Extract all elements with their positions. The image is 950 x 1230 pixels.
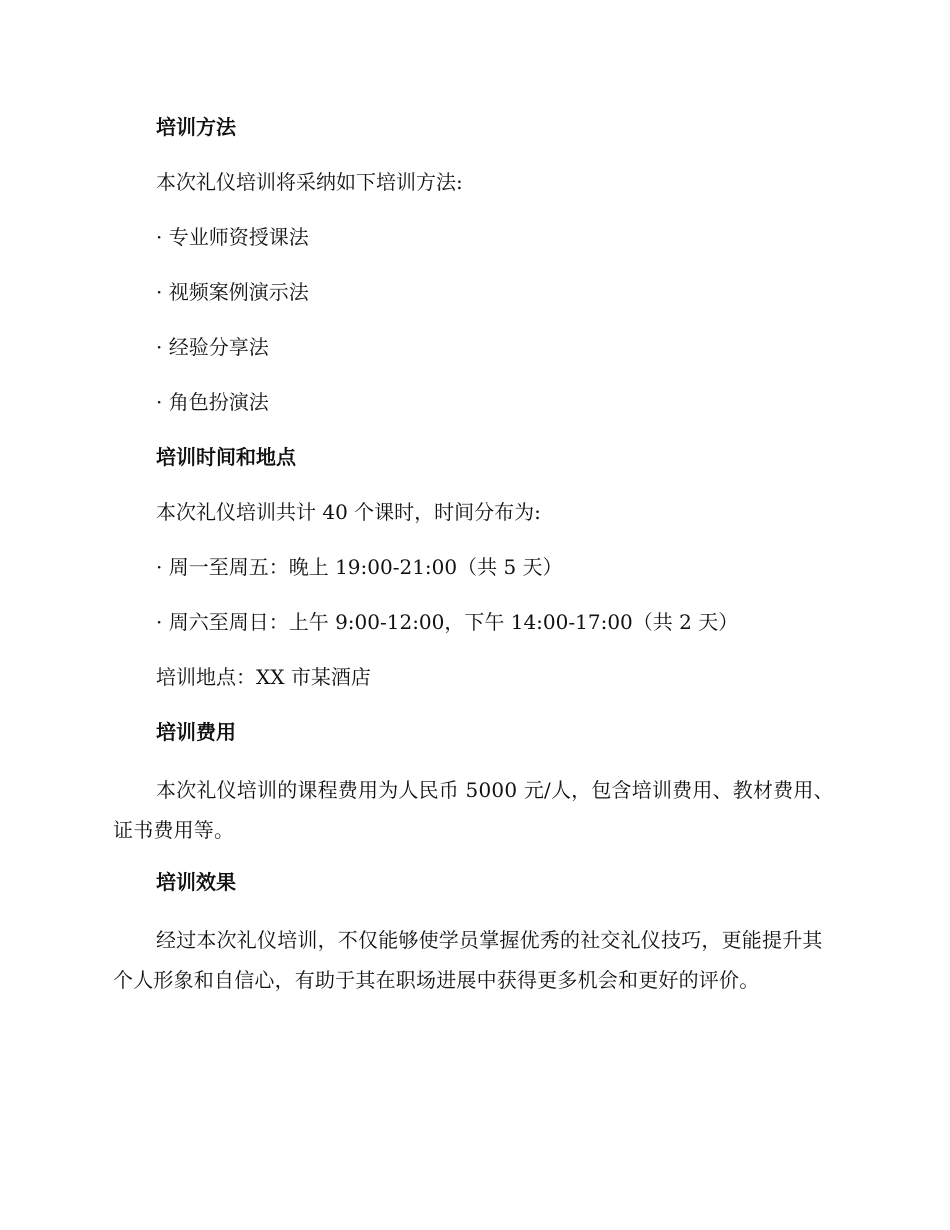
section-heading-schedule: 培训时间和地点 [156, 445, 296, 469]
cost-paragraph: 本次礼仪培训的课程费用为人民币 5000 元/人，包含培训费用、教材费用、证书费用等。 [113, 778, 834, 842]
section-heading-effect: 培训效果 [156, 870, 236, 894]
schedule-item: · 周六至周日：上午 9:00-12:00，下午 14:00-17:00（共 2 天） [156, 610, 739, 634]
methods-intro: 本次礼仪培训将采纳如下培训方法: [156, 170, 463, 194]
methods-item: · 专业师资授课法 [156, 225, 309, 249]
schedule-item: · 周一至周五：晚上 19:00-21:00（共 5 天） [156, 555, 563, 579]
methods-item: · 角色扮演法 [156, 390, 269, 414]
effect-paragraph: 经过本次礼仪培训，不仅能够使学员掌握优秀的社交礼仪技巧，更能提升其个人形象和自信心，有助于其在职场进展中获得更多机会和更好的评价。 [113, 928, 823, 992]
schedule-location: 培训地点：XX 市某酒店 [156, 665, 371, 689]
section-heading-methods: 培训方法 [156, 115, 236, 139]
section-heading-cost: 培训费用 [156, 720, 236, 744]
document-content [113, 110, 835, 1015]
methods-item: · 经验分享法 [156, 335, 269, 359]
methods-item: · 视频案例演示法 [156, 280, 309, 304]
schedule-intro: 本次礼仪培训共计 40 个课时，时间分布为: [156, 500, 541, 524]
